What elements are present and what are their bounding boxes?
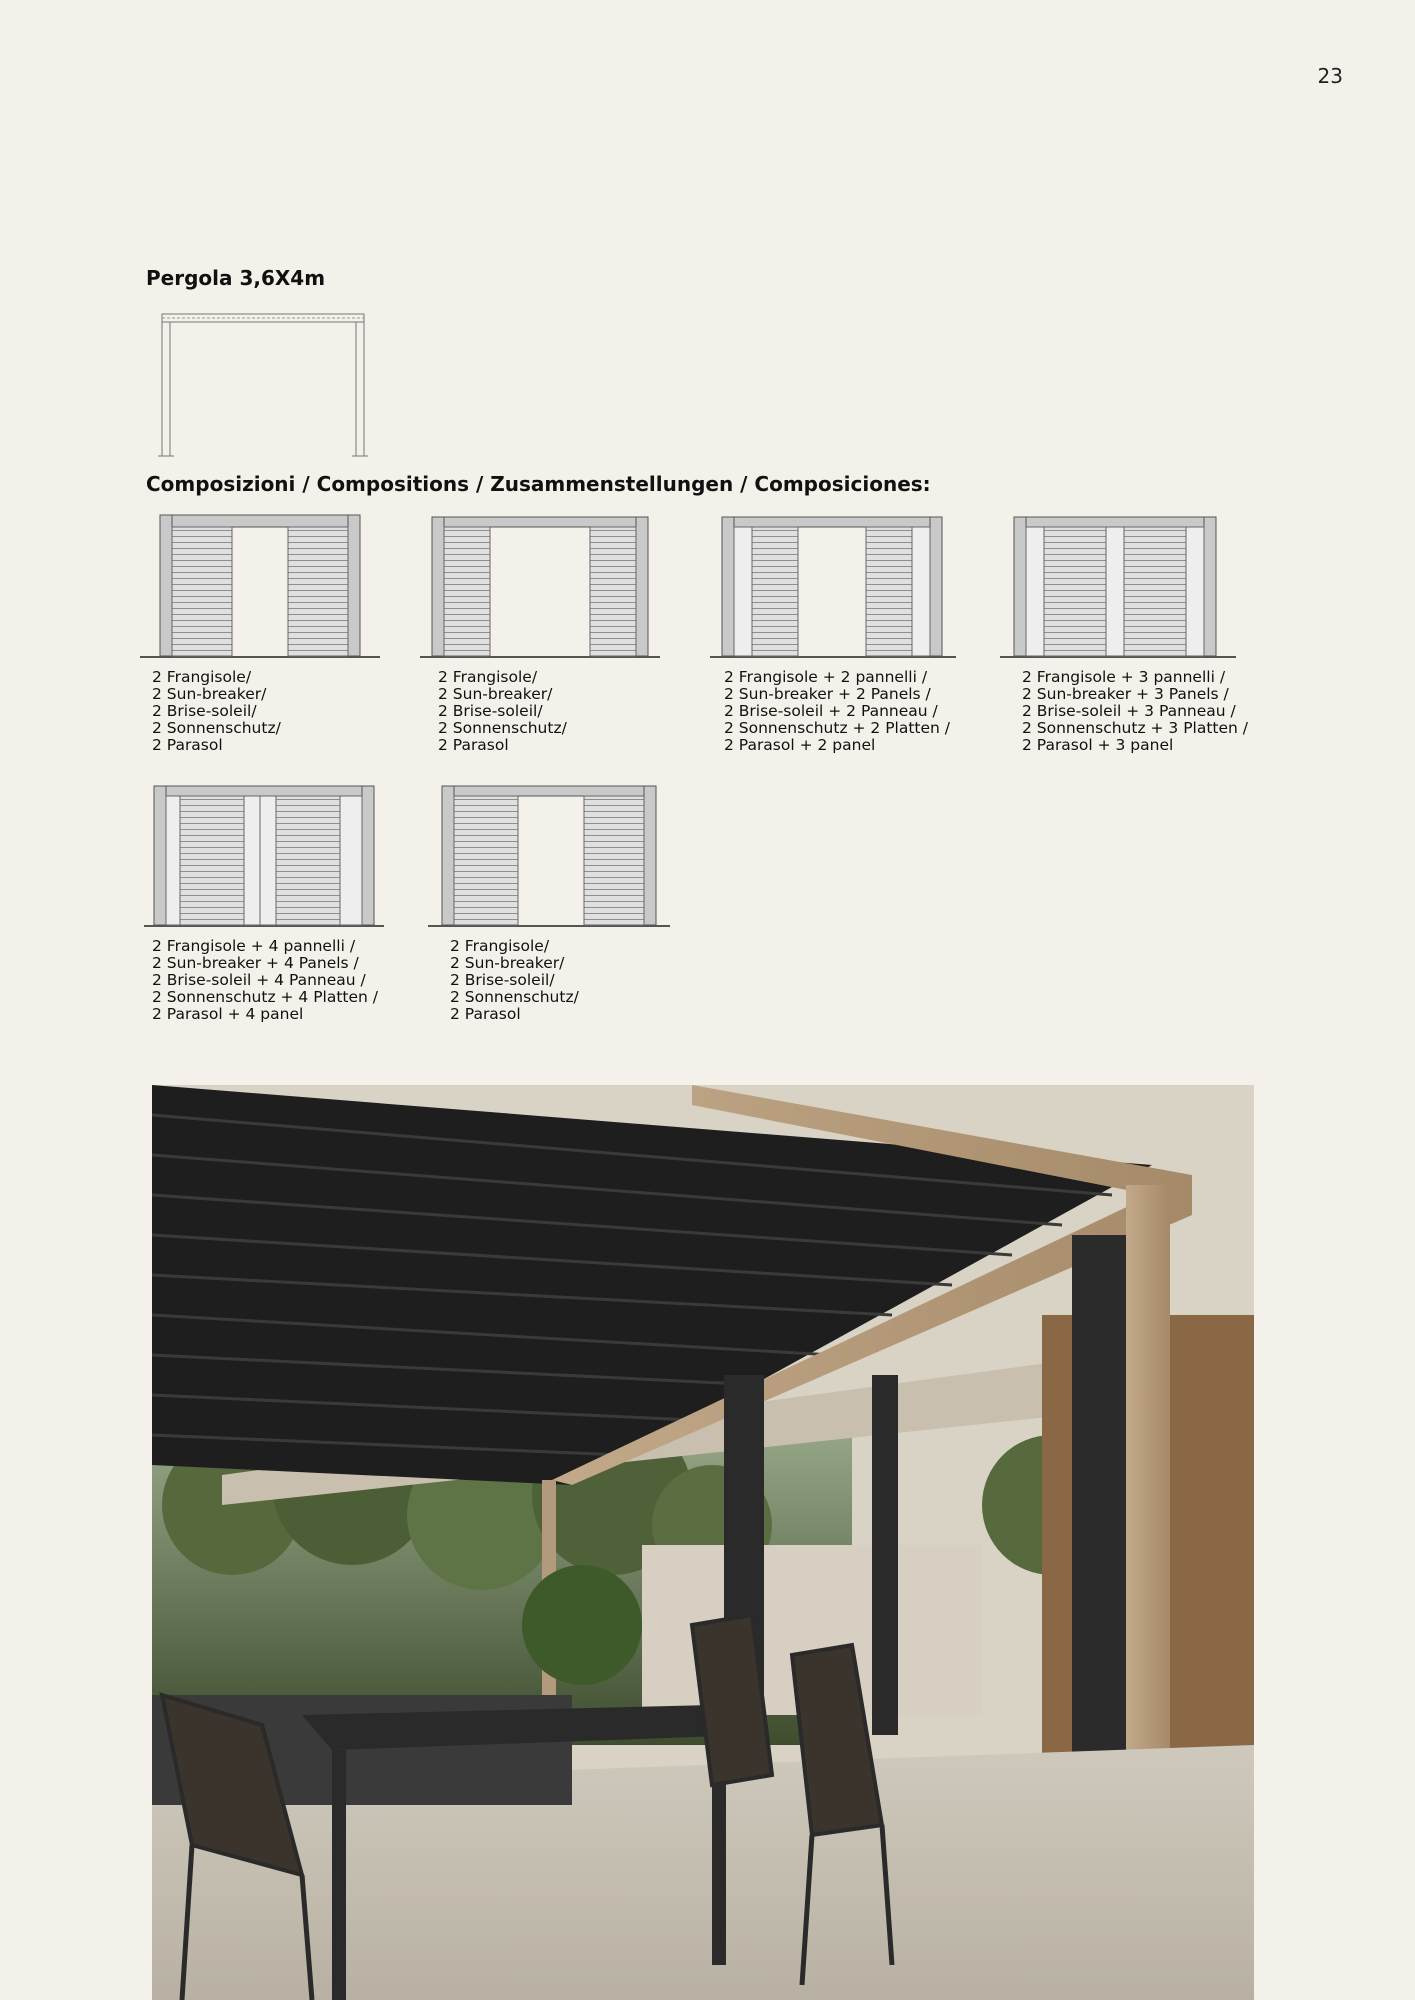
composition-2 [420, 513, 660, 754]
composition-2-caption: 2 Frangisole/ 2 Sun-breaker/ 2 Brise-soleil/ 2 Sonnenschutz/ 2 Parasol [438, 668, 567, 754]
composition-3-caption: 2 Frangisole + 2 pannelli / 2 Sun-breaker + 2 Panels / 2 Brise-soleil + 2 Panneau / 2 Sonnenschutz + 2 Platten / 2 Parasol + 2 panel [724, 668, 951, 754]
composition-1-diagram [140, 513, 380, 661]
composition-5-diagram [144, 782, 388, 930]
composition-4-caption: 2 Frangisole + 3 pannelli / 2 Sun-breaker + 3 Panels / 2 Brise-soleil + 3 Panneau / 2 Sonnenschutz + 3 Platten / 2 Parasol + 3 panel [1022, 668, 1249, 754]
composition-3-diagram [710, 513, 956, 661]
pergola-title: Pergola 3,6X4m [146, 266, 326, 290]
pergola-dining-photo [152, 1085, 1254, 2000]
composition-2-diagram [420, 513, 660, 661]
composition-4 [1000, 513, 1248, 754]
composition-4-diagram [1000, 513, 1240, 661]
composition-3 [710, 513, 956, 754]
composition-5-caption: 2 Frangisole + 4 pannelli / 2 Sun-breaker + 4 Panels / 2 Brise-soleil + 4 Panneau / 2 Sonnenschutz + 4 Platten / 2 Parasol + 4 panel [152, 937, 379, 1023]
pergola-elevation-diagram [156, 308, 376, 464]
compositions-title: Composizioni / Compositions / Zusammenstellungen / Composiciones: [146, 472, 931, 496]
pergola-scene-illustration [152, 1085, 1254, 2000]
composition-1 [140, 513, 380, 754]
composition-5 [144, 782, 388, 1023]
composition-6-diagram [428, 782, 672, 930]
composition-6 [428, 782, 672, 1023]
page-number: 23 [1317, 64, 1343, 88]
composition-1-caption: 2 Frangisole/ 2 Sun-breaker/ 2 Brise-soleil/ 2 Sonnenschutz/ 2 Parasol [152, 668, 281, 754]
composition-6-caption: 2 Frangisole/ 2 Sun-breaker/ 2 Brise-soleil/ 2 Sonnenschutz/ 2 Parasol [450, 937, 579, 1023]
